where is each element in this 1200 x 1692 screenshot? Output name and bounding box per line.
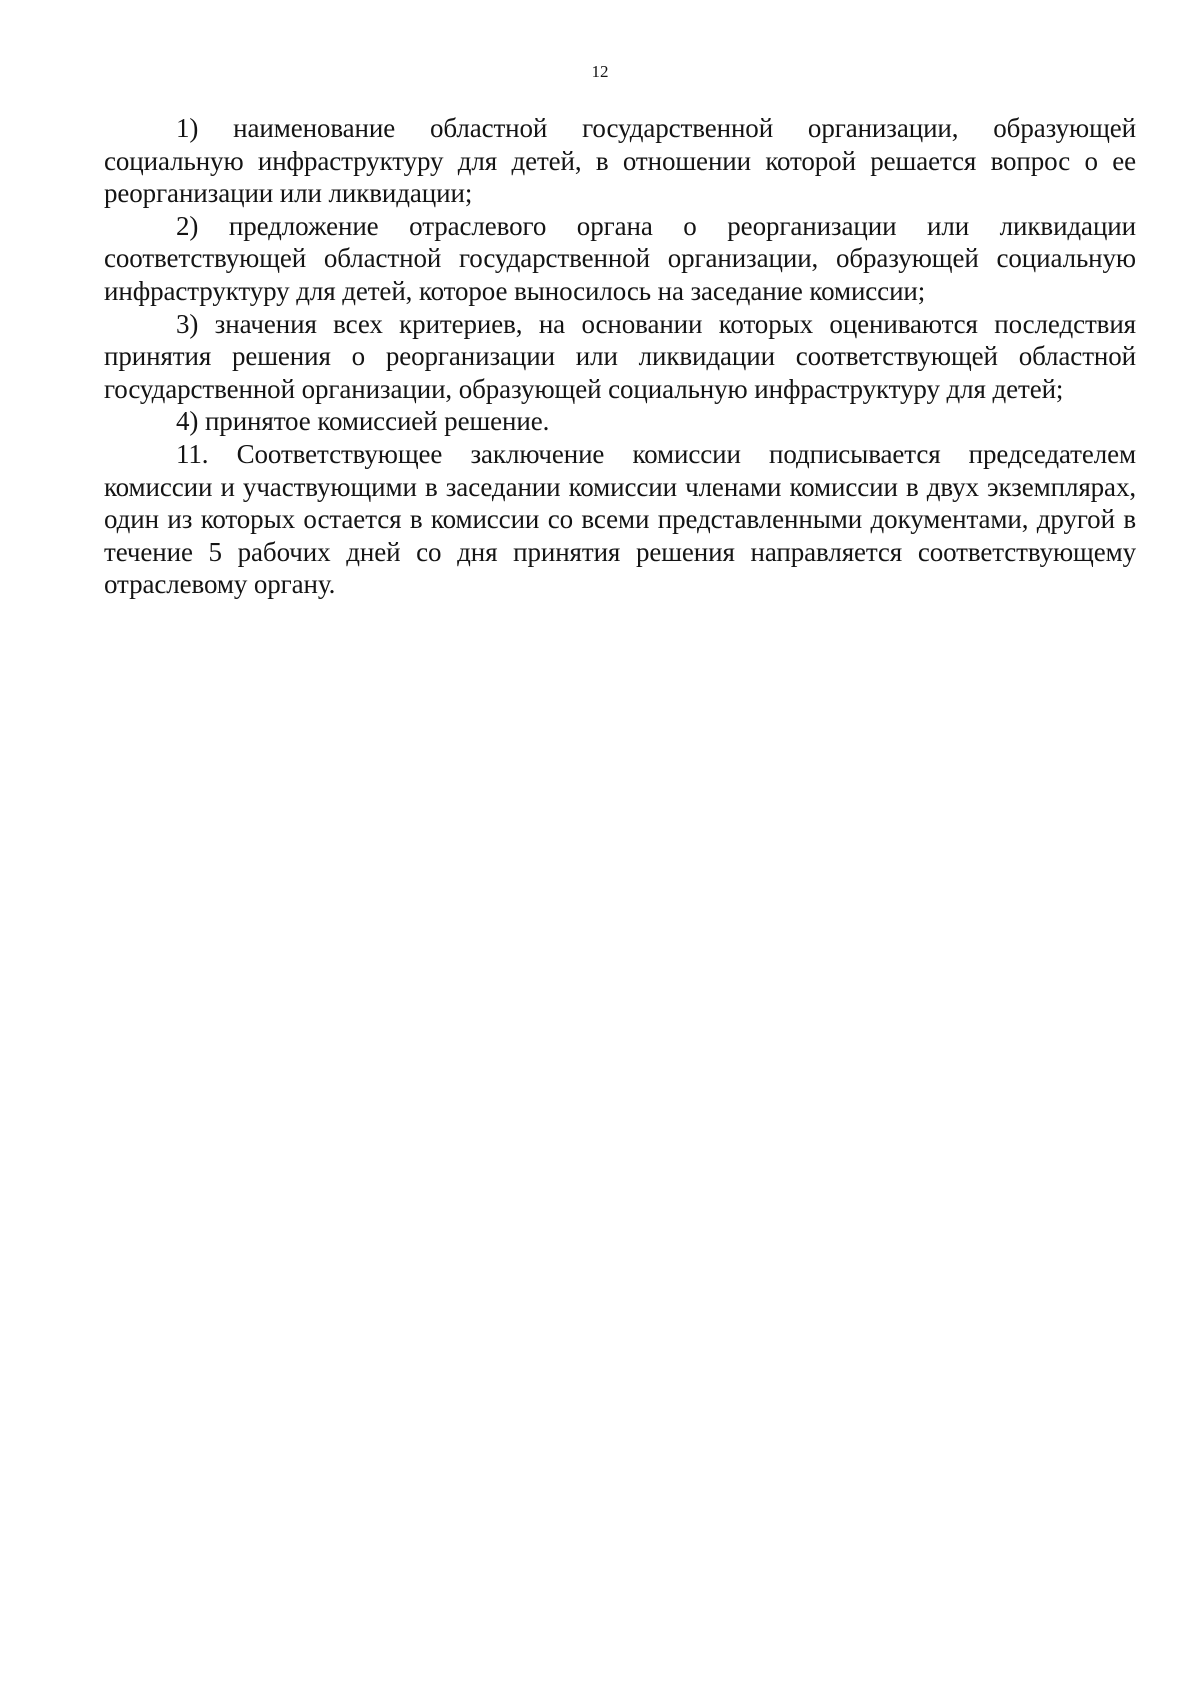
page-number: 12 — [591, 62, 609, 81]
list-item-3: 3) значения всех критериев, на основании которых оцениваются последствия принятия решения о реорганизации или ликвидации соответствующей областной государственной организации, образующей социальную инфраструктуру для детей; — [104, 308, 1136, 404]
list-item-4: 4) принятое комиссией решение. — [176, 406, 550, 437]
document-body — [104, 112, 1136, 601]
list-item-1: 1) наименование областной государственной организации, образующей социальную инфраструктуру для детей, в отношении которой решается вопрос о ее реорганизации или ликвидации; — [104, 113, 1136, 209]
list-item-2: 2) предложение отраслевого органа о реорганизации или ликвидации соответствующей областной государственной организации, образующей социальную инфраструктуру для детей, которое выносилось на заседание комиссии; — [104, 210, 1136, 306]
clause-11: 11. Соответствующее заключение комиссии подписывается председателем комиссии и участвующими в заседании комиссии членами комиссии в двух экземплярах, один из которых остается в комиссии со всеми представленными документами, другой в течение 5 рабочих дней со дня принятия решения направляется соответствующему отраслевому органу. — [104, 438, 1136, 600]
